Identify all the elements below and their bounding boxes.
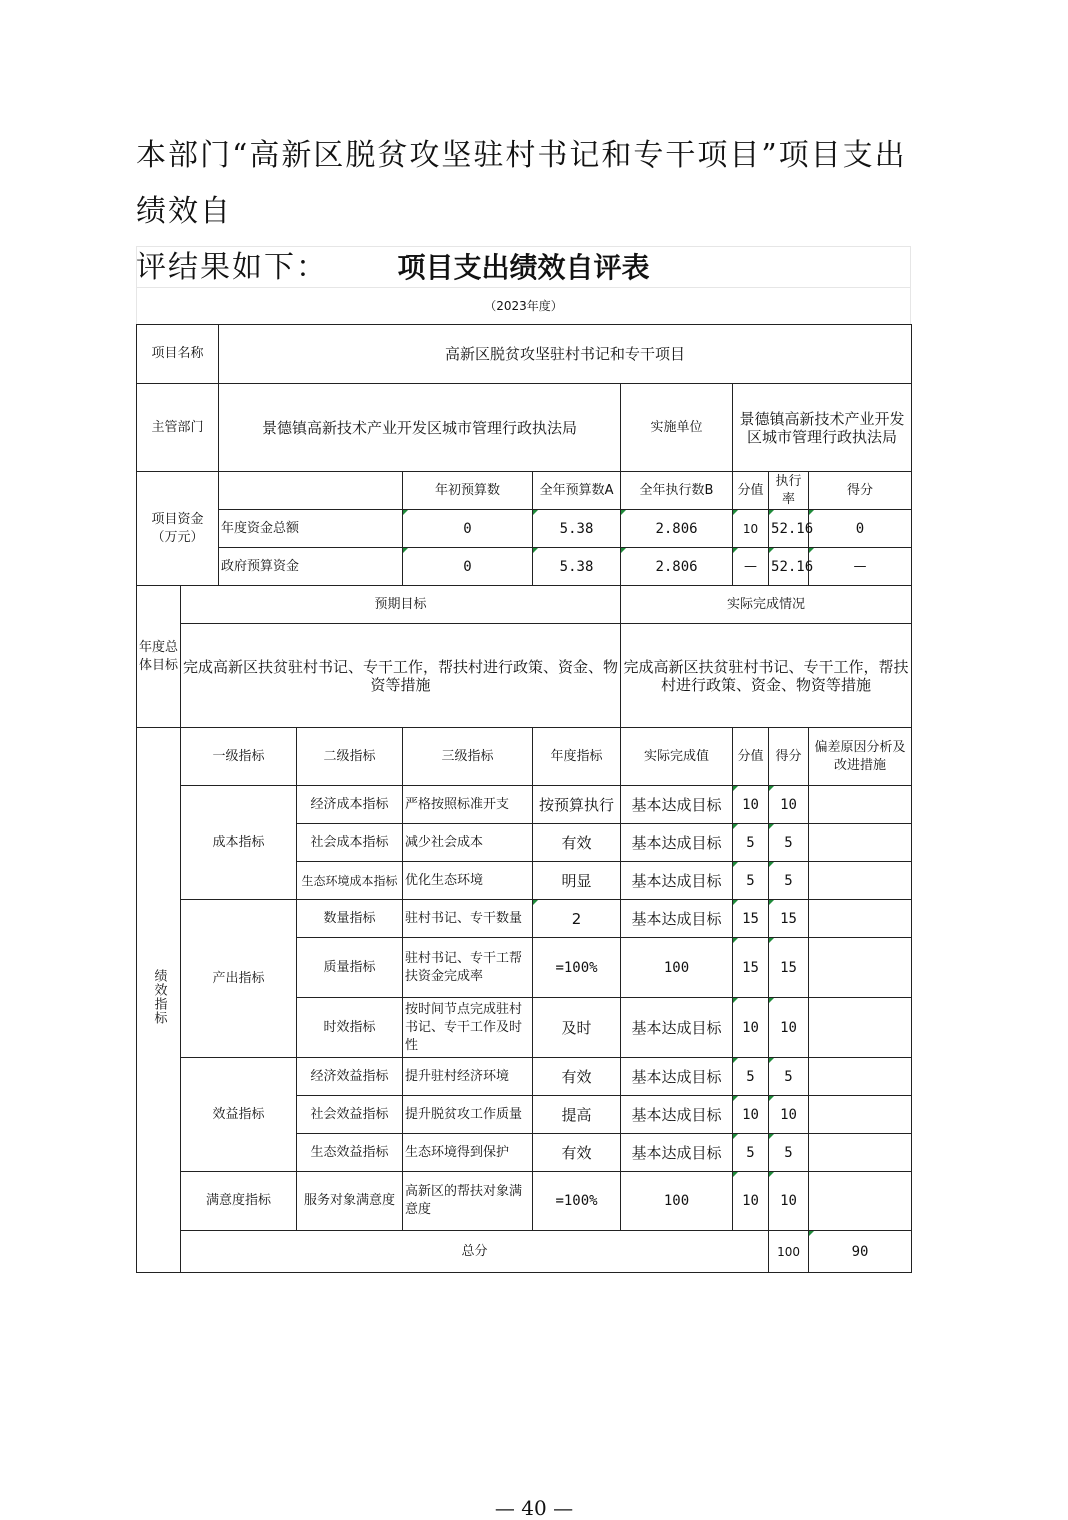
evaluation-table [136,324,912,1273]
goals-expected: 完成高新区扶贫驻村书记、专干工作，帮扶村进行政策、资金、物资等措施 [181,624,621,728]
group-name: 满意度指标 [181,1172,297,1231]
funds-cell-annual: 5.38 [533,548,621,586]
page-number: — 40 — [494,1496,574,1520]
row-funds-header [137,472,912,510]
indicator-score: 5 [769,1134,809,1172]
indicator-actual: 基本达成目标 [621,1058,733,1096]
header-value: 分值 [733,728,769,786]
funds-cell-init: 0 [403,510,533,548]
indicator-l2: 服务对象满意度 [297,1172,403,1231]
indicator-value: 15 [733,938,769,998]
indicator-l2: 数量指标 [297,900,403,938]
indicator-analysis [809,824,912,862]
indicator-actual: 100 [621,1172,733,1231]
indicator-analysis [809,786,912,824]
indicator-score: 10 [769,786,809,824]
indicator-actual: 基本达成目标 [621,1096,733,1134]
indicator-target: 有效 [533,1134,621,1172]
header-level2: 二级指标 [297,728,403,786]
total-score: 90 [809,1231,912,1273]
funds-cell-value: — [733,548,769,586]
funds-cell-score: — [809,548,912,586]
indicator-l3: 驻村书记、专干工帮扶资金完成率 [403,938,533,998]
funds-cell-exec: 2.806 [621,510,733,548]
intro-line-1: 本部门“高新区脱贫攻坚驻村书记和专干项目”项目支出绩效自 [136,138,907,229]
header-analysis: 偏差原因分析及改进措施 [809,728,912,786]
group-name: 效益指标 [181,1058,297,1172]
funds-label: 项目资金（万元） [137,472,219,586]
indicator-value: 5 [733,862,769,900]
row-funds-gov [137,548,912,586]
indicator-l3: 按时间节点完成驻村书记、专干工作及时性 [403,998,533,1058]
indicator-l3: 提升驻村经济环境 [403,1058,533,1096]
indicator-l3: 生态环境得到保护 [403,1134,533,1172]
indicator-target: 有效 [533,1058,621,1096]
indicator-actual: 基本达成目标 [621,998,733,1058]
dept-value: 景德镇高新技术产业开发区城市管理行政执法局 [219,384,621,472]
indicator-analysis [809,938,912,998]
funds-header-score: 得分 [809,472,912,510]
evaluation-form [136,246,911,1279]
indicator-score: 5 [769,862,809,900]
indicator-l3: 减少社会成本 [403,824,533,862]
total-label: 总分 [181,1231,769,1273]
total-value: 100 [769,1231,809,1273]
row-funds-total [137,510,912,548]
header-actual: 实际完成值 [621,728,733,786]
indicator-actual: 基本达成目标 [621,1134,733,1172]
indicator-score: 5 [769,1058,809,1096]
funds-header-annual: 全年预算数A [533,472,621,510]
funds-header-blank [219,472,403,510]
funds-row-name: 政府预算资金 [219,548,403,586]
indicator-target: 及时 [533,998,621,1058]
goals-label: 年度总体目标 [137,586,181,728]
form-title: 项目支出绩效自评表 [136,246,911,288]
indicator-row [137,1058,912,1096]
indicator-analysis [809,1134,912,1172]
indicator-analysis [809,998,912,1058]
indicator-l2: 经济效益指标 [297,1058,403,1096]
indicator-l2: 生态效益指标 [297,1134,403,1172]
indicator-row [137,900,912,938]
indicator-target: 有效 [533,824,621,862]
funds-cell-rate: 52.16 [769,548,809,586]
header-level3: 三级指标 [403,728,533,786]
indicator-score: 10 [769,1172,809,1231]
indicator-value: 10 [733,786,769,824]
funds-cell-value: 10 [733,510,769,548]
indicator-score: 5 [769,824,809,862]
indicator-analysis [809,1172,912,1231]
indicators-label-text: 绩效指标 [151,969,167,1025]
row-goals-header [137,586,912,624]
indicator-l3: 严格按照标准开支 [403,786,533,824]
indicator-actual: 基本达成目标 [621,900,733,938]
indicator-actual: 基本达成目标 [621,862,733,900]
row-indicators-header [137,728,912,786]
indicator-value: 15 [733,900,769,938]
indicator-target: 明显 [533,862,621,900]
impl-label: 实施单位 [621,384,733,472]
funds-header-init: 年初预算数 [403,472,533,510]
indicator-value: 10 [733,1172,769,1231]
indicator-row [137,1172,912,1231]
goals-actual: 完成高新区扶贫驻村书记、专干工作，帮扶村进行政策、资金、物资等措施 [621,624,912,728]
indicator-value: 5 [733,1058,769,1096]
funds-header-rate: 执行率 [769,472,809,510]
intro-line-2: 评结果如下： [136,250,328,285]
indicator-l2: 质量指标 [297,938,403,998]
funds-cell-init: 0 [403,548,533,586]
indicator-value: 10 [733,998,769,1058]
indicator-analysis [809,1058,912,1096]
indicator-l2: 经济成本指标 [297,786,403,824]
indicator-l2: 社会成本指标 [297,824,403,862]
indicator-score: 15 [769,938,809,998]
funds-cell-rate: 52.16 [769,510,809,548]
indicator-l2: 社会效益指标 [297,1096,403,1134]
header-score: 得分 [769,728,809,786]
indicator-analysis [809,862,912,900]
group-name: 成本指标 [181,786,297,900]
indicator-row [137,786,912,824]
row-project-name [137,325,912,384]
row-department [137,384,912,472]
funds-cell-score: 0 [809,510,912,548]
form-year: （2023年度） [136,287,911,325]
header-level1: 一级指标 [181,728,297,786]
indicator-value: 5 [733,1134,769,1172]
indicator-analysis [809,900,912,938]
indicator-l3: 提升脱贫攻工作质量 [403,1096,533,1134]
indicator-actual: 100 [621,938,733,998]
row-goals-content [137,624,912,728]
indicator-target: 按预算执行 [533,786,621,824]
group-name: 产出指标 [181,900,297,1058]
indicator-l2: 生态环境成本指标 [297,862,403,900]
funds-cell-exec: 2.806 [621,548,733,586]
funds-cell-annual: 5.38 [533,510,621,548]
goals-actual-label: 实际完成情况 [621,586,912,624]
header-target: 年度指标 [533,728,621,786]
indicator-value: 5 [733,824,769,862]
indicator-target: 提高 [533,1096,621,1134]
indicator-target: =100% [533,938,621,998]
dept-label: 主管部门 [137,384,219,472]
indicator-score: 10 [769,998,809,1058]
indicators-label [137,728,181,1273]
indicator-l3: 驻村书记、专干数量 [403,900,533,938]
indicator-value: 10 [733,1096,769,1134]
indicator-l2: 时效指标 [297,998,403,1058]
project-name-value: 高新区脱贫攻坚驻村书记和专干项目 [219,325,912,384]
indicator-score: 10 [769,1096,809,1134]
indicator-l3: 优化生态环境 [403,862,533,900]
indicator-analysis [809,1096,912,1134]
funds-header-exec: 全年执行数B [621,472,733,510]
funds-header-value: 分值 [733,472,769,510]
indicator-target: 2 [533,900,621,938]
indicator-l3: 高新区的帮扶对象满意度 [403,1172,533,1231]
indicator-actual: 基本达成目标 [621,786,733,824]
impl-value: 景德镇高新技术产业开发区城市管理行政执法局 [733,384,912,472]
indicator-target: =100% [533,1172,621,1231]
goals-expected-label: 预期目标 [181,586,621,624]
indicator-actual: 基本达成目标 [621,824,733,862]
indicator-score: 15 [769,900,809,938]
project-name-label: 项目名称 [137,325,219,384]
row-total [137,1231,912,1273]
funds-row-name: 年度资金总额 [219,510,403,548]
